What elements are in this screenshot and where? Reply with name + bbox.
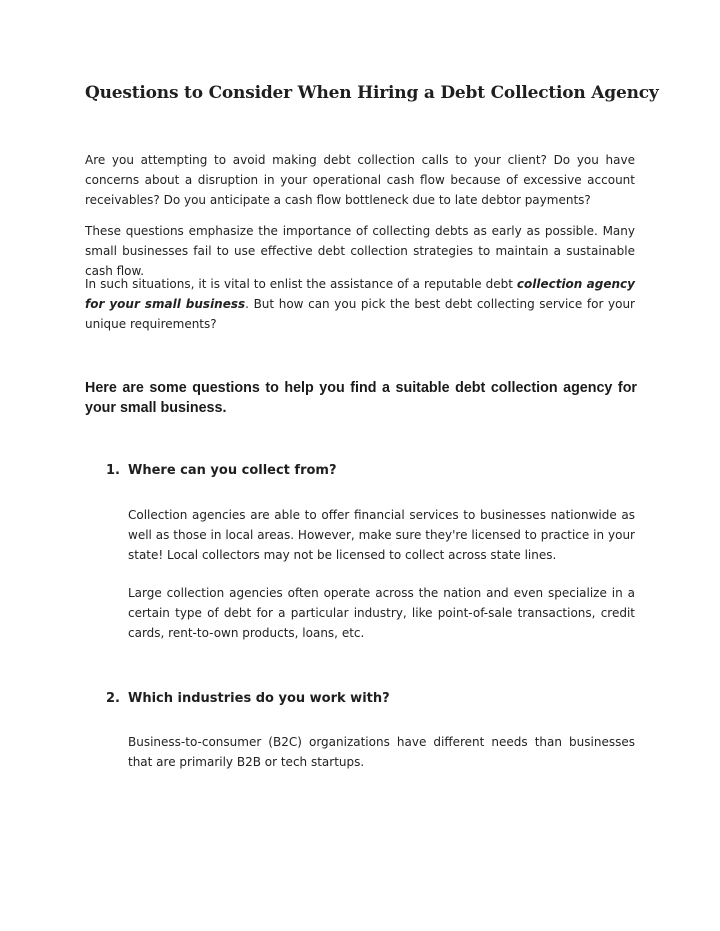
intro-paragraph-3 <box>85 274 635 334</box>
question-1-heading <box>106 463 337 478</box>
page-title: Questions to Consider When Hiring a Debt Collection Agency <box>85 83 659 103</box>
question-text: Which industries do you work with? <box>128 691 390 706</box>
question-text: Where can you collect from? <box>128 463 337 478</box>
emphasis-link-text: collection agency for your small business <box>85 277 635 311</box>
section-subheading: Here are some questions to help you find a suitable debt collection agency for your small business. <box>85 380 637 416</box>
paragraph-text-after: . But how can you pick the best debt collecting service for your unique requirements? <box>85 297 635 331</box>
question-2-heading <box>106 691 390 706</box>
intro-paragraph-2: These questions emphasize the importance of collecting debts as early as possible. Many small businesses fail to use effective debt collection strategies to maintain a sustainable cash flow. <box>85 224 635 278</box>
question-1-answer-2: Large collection agencies often operate across the nation and even specialize in a certain type of debt for a particular industry, like point-of-sale transactions, credit cards, rent-to-own products, loans, etc. <box>128 586 635 640</box>
paragraph-text-before: In such situations, it is vital to enlist the assistance of a reputable debt <box>85 277 517 291</box>
question-1-answer-1: Collection agencies are able to offer financial services to businesses nationwide as well as those in local areas. However, make sure they're licensed to practice in your state! Local collectors may not be licensed to collect across state lines. <box>128 508 635 562</box>
question-number: 1. <box>106 463 120 478</box>
question-2-answer-1: Business-to-consumer (B2C) organizations have different needs than businesses that are primarily B2B or tech startups. <box>128 735 635 769</box>
question-number: 2. <box>106 691 120 706</box>
intro-paragraph-1: Are you attempting to avoid making debt collection calls to your client? Do you have concerns about a disruption in your operational cash flow because of excessive account receivables? Do you anticipate a cash flow bottleneck due to late debtor payments? <box>85 153 635 207</box>
